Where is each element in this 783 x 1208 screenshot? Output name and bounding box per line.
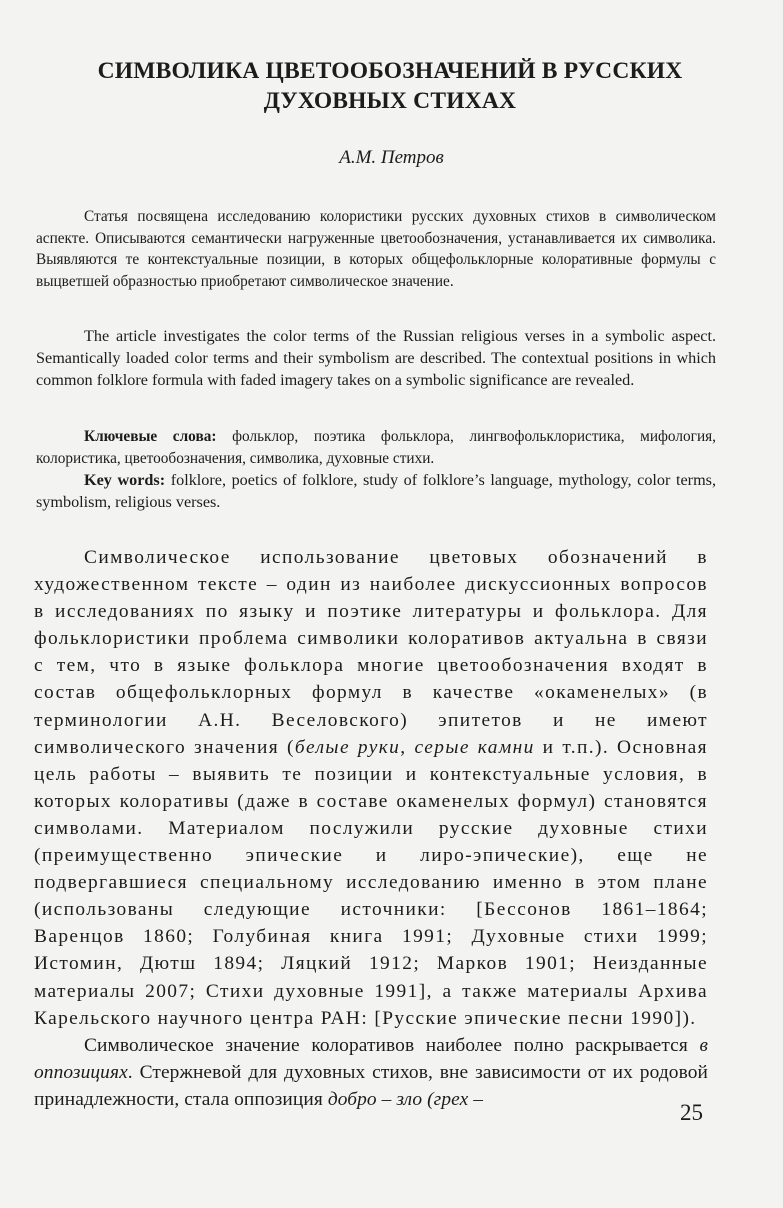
abstract-english-text: The article investigates the color terms of the Russian religious verses in a symbolic aspect. Semantically loaded color terms and their symbolism are described. The contextual positions in which common folklore formula with faded imagery takes on a symbolic significance are revealed. (36, 327, 716, 389)
article-title (60, 56, 720, 116)
body-paragraph-1: Символическое использование цветовых обозначений в художественном тексте – один из наиболее дискуссионных вопросов в исследованиях по языку и поэтике литературы и фольклора. Для фольклористики проблема символики колоративов актуальна в связи с тем, что в языке фольклора многие цветообозначения входят в состав общефольклорных формул в качестве «окаменелых» (в терминологии А.Н. Веселовского) эпитетов и не имеют символического значения (белые руки, серые камни и т.п.). Основная цель работы – выявить те позиции и контекстуальные условия, в которых колоративы (даже в составе окаменелых формул) становятся символами. Материалом послужили русские духовные стихи (преимущественно эпические и лиро-эпические), еще не подвергавшиеся специальному исследованию именно в этом плане (использованы следующие источники: [Бессонов 1861–1864; Варенцов 1860; Голубиная книга 1991; Духовные стихи 1999; Истомин, Дютш 1894; Ляцкий 1912; Марков 1901; Неизданные материалы 2007; Стихи духовные 1991], а также материалы Архива Карельского научного центра РАН: [Русские эпические песни 1990]). (34, 547, 708, 1029)
keywords-english (36, 470, 716, 513)
keywords-russian-text: фольклор, поэтика фольклора, лингвофольклористика, мифология, колористика, цветообозначения, символика, духовные стихи. (36, 428, 716, 467)
abstract-russian-text: Статья посвящена исследованию колористики русских духовных стихов в символическом аспекте. Описываются семантически нагруженные цветообозначения, устанавливается их символика. Выявляются те контекстуальные позиции, в которых общефольклорные колоративные формулы с выцветшей образностью приобретают символическое значение. (36, 208, 716, 290)
keywords-english-label: Key words: (84, 471, 166, 489)
keywords-russian (36, 426, 716, 469)
body-text (34, 544, 708, 1113)
title-line-2: ДУХОВНЫХ СТИХАХ (263, 88, 517, 114)
keywords-english-text: folklore, poetics of folklore, study of folklore’s language, mythology, color terms, symbolism, religious verses. (36, 471, 717, 511)
abstract-english (36, 326, 716, 391)
title-line-1: СИМВОЛИКА ЦВЕТООБОЗНАЧЕНИЙ В РУССКИХ (97, 58, 683, 84)
body-paragraph-2: Символическое значение колоративов наиболее полно раскрывается в оппозициях. Стержневой для духовных стихов, вне зависимости от их родовой принадлежности, стала оппозиция добро – зло (грех – (34, 1034, 708, 1110)
abstract-russian (36, 206, 716, 292)
author-name: А.М. Петров (339, 147, 444, 168)
page-number: 25 (680, 1100, 703, 1125)
keywords-russian-label: Ключевые слова: (84, 428, 217, 445)
